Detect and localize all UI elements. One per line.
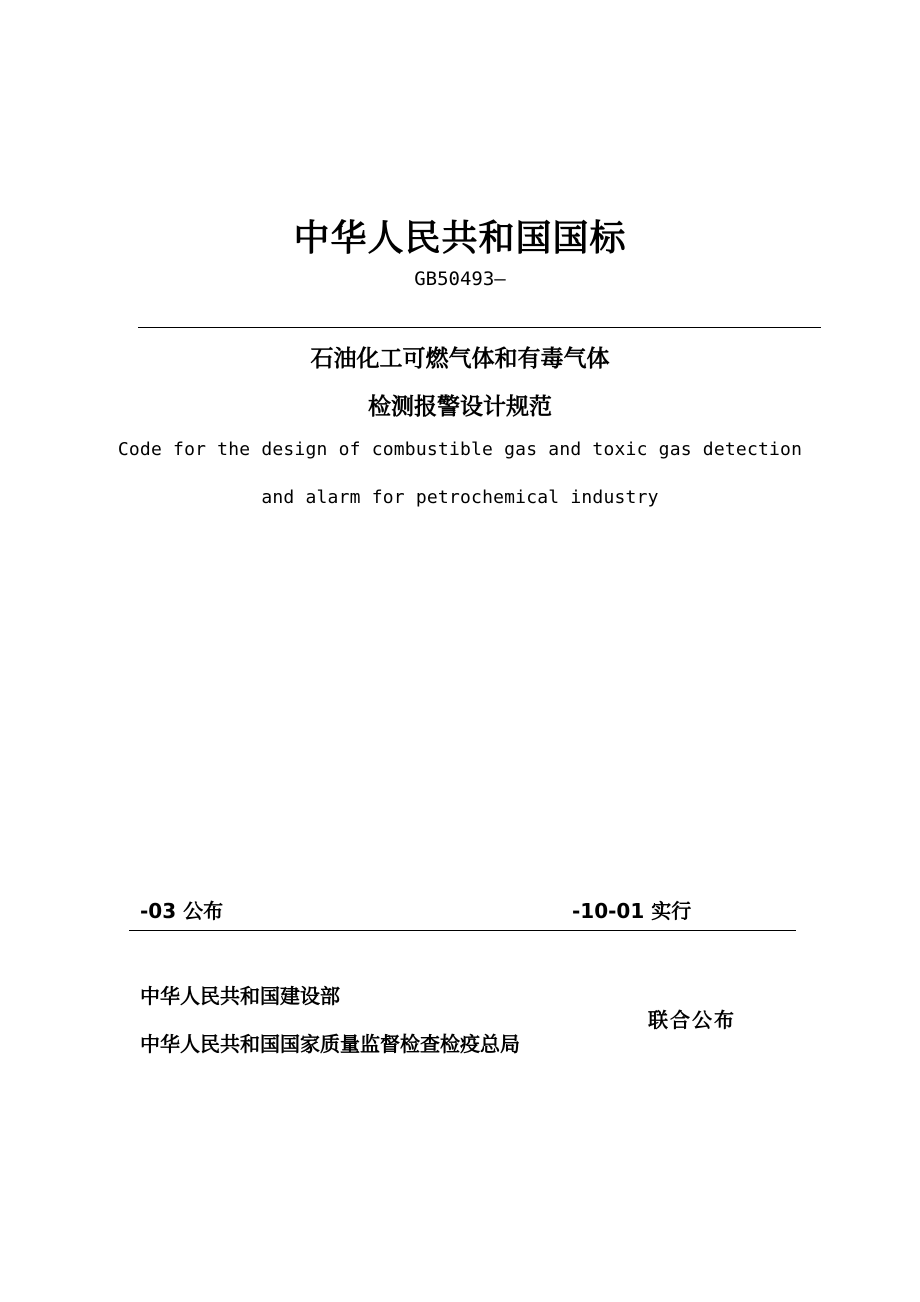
- publish-date: -03 公布: [140, 899, 224, 923]
- bottom-divider: [129, 930, 796, 931]
- joint-publication-label: 联合公布: [648, 1008, 736, 1032]
- standard-heading: 中华人民共和国国标: [293, 218, 627, 259]
- effective-date: -10-01 实行: [572, 899, 692, 923]
- title-zh-line1: 石油化工可燃气体和有毒气体: [310, 346, 610, 372]
- standard-code: GB50493—: [414, 268, 506, 290]
- title-zh-line2: 检测报警设计规范: [368, 394, 552, 420]
- title-en-line1: Code for the design of combustible gas and toxic gas detection: [117, 439, 803, 460]
- title-en-line2: and alarm for petrochemical industry: [261, 487, 659, 508]
- issuer-ministry-construction: 中华人民共和国建设部: [140, 984, 340, 1008]
- top-divider: [138, 327, 821, 328]
- issuer-quality-supervision: 中华人民共和国国家质量监督检查检疫总局: [140, 1032, 520, 1056]
